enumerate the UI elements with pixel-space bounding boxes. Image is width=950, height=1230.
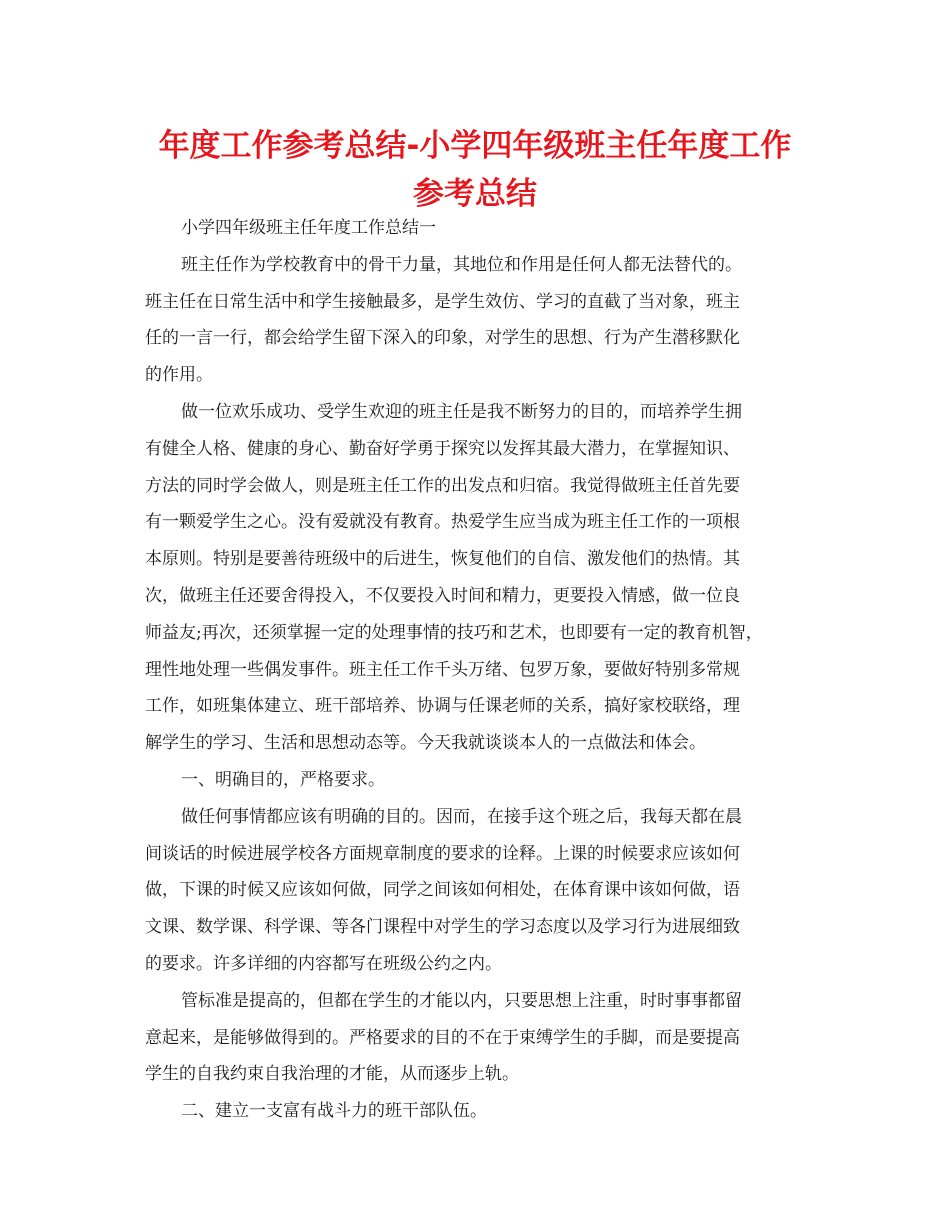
paragraph-line: 有健全人格、健康的身心、勤奋好学勇于探究以发挥其最大潜力，在掌握知识、 — [145, 438, 740, 459]
paragraph-line: 做任何事情都应该有明确的目的。因而，在接手这个班之后，我每天都在晨 — [181, 806, 742, 827]
paragraph-line: 的作用。 — [145, 365, 213, 386]
paragraph-line: 任的一言一行，都会给学生留下深入的印象，对学生的思想、行为产生潜移默化 — [145, 328, 740, 349]
paragraph-line: 意起来，是能够做得到的。严格要求的目的不在于束缚学生的手脚，而是要提高 — [145, 1027, 740, 1048]
paragraph-line: 间谈话的时候进展学校各方面规章制度的要求的诠释。上课的时候要求应该如何 — [145, 843, 740, 864]
paragraph-line: 做，下课的时候又应该如何做，同学之间该如何相处，在体育课中该如何做，语 — [145, 880, 740, 901]
paragraph-line: 解学生的学习、生活和思想动态等。今天我就谈谈本人的一点做法和体会。 — [145, 733, 706, 754]
paragraph-line: 师益友;再次，还须掌握一定的处理事情的技巧和艺术，也即要有一定的教育机智， — [145, 622, 763, 643]
paragraph-line: 有一颗爱学生之心。没有爱就没有教育。热爱学生应当成为班主任工作的一项根 — [145, 512, 740, 533]
paragraph-line: 文课、数学课、科学课、等各门课程中对学生的学习态度以及学习行为进展细致 — [145, 917, 740, 938]
section-heading: 一、明确目的，严格要求。 — [181, 769, 385, 790]
document-title-line-2: 参考总结 — [413, 176, 537, 212]
paragraph-line: 理性地处理一些偶发事件。班主任工作千头万绪、包罗万象，要做好特别多常规 — [145, 659, 740, 680]
paragraph-line: 做一位欢乐成功、受学生欢迎的班主任是我不断努力的目的，而培养学生拥 — [181, 401, 742, 422]
section-heading: 二、建立一支富有战斗力的班干部队伍。 — [181, 1101, 487, 1122]
document-title-line-1: 年度工作参考总结-小学四年级班主任年度工作 — [158, 128, 792, 164]
paragraph-line: 的要求。许多详细的内容都写在班级公约之内。 — [145, 953, 502, 974]
document-body — [145, 210, 805, 1130]
paragraph-line: 本原则。特别是要善待班级中的后进生，恢复他们的自信、激发他们的热情。其 — [145, 549, 740, 570]
paragraph-line: 方法的同时学会做人，则是班主任工作的出发点和归宿。我觉得做班主任首先要 — [145, 475, 740, 496]
paragraph-line: 班主任在日常生活中和学生接触最多，是学生效仿、学习的直截了当对象，班主 — [145, 291, 740, 312]
paragraph-line: 次，做班主任还要舍得投入，不仅要投入时间和精力，更要投入情感，做一位良 — [145, 585, 740, 606]
paragraph-line: 工作，如班集体建立、班干部培养、协调与任课老师的关系，搞好家校联络，理 — [145, 696, 740, 717]
paragraph-line: 学生的自我约束自我治理的才能，从而逐步上轨。 — [145, 1064, 519, 1085]
paragraph-line: 班主任作为学校教育中的骨干力量，其地位和作用是任何人都无法替代的。 — [181, 254, 742, 275]
paragraph-line: 管标准是提高的，但都在学生的才能以内，只要思想上注重，时时事事都留 — [181, 990, 742, 1011]
section-heading: 小学四年级班主任年度工作总结一 — [181, 218, 436, 238]
